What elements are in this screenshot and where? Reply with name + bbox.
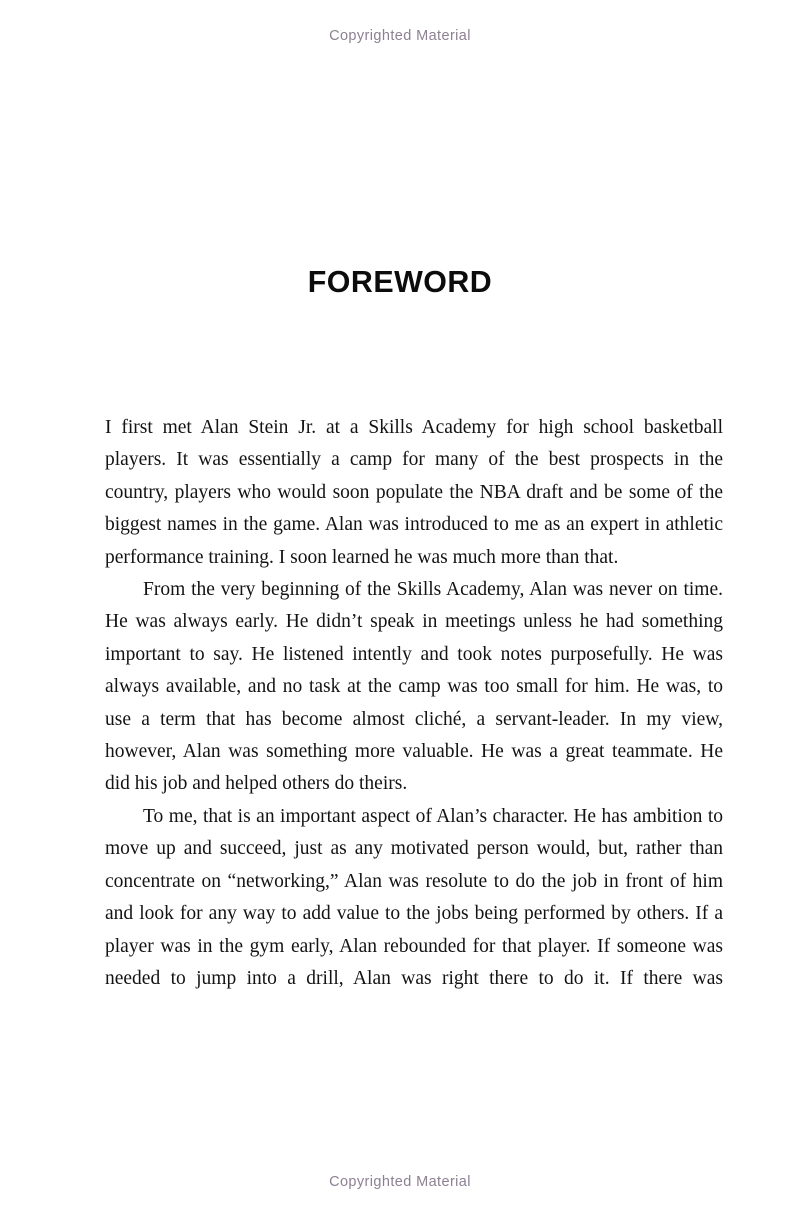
body-paragraph: I first met Alan Stein Jr. at a Skills Academy for high school basketball players. It was essentially a camp for many of the best prospects in the country, players who would soon populate the NBA draft and be some of the biggest names in the game. Alan was introduced to me as an expert in athletic performance training. I soon learned he was much more than that.	[105, 417, 723, 568]
body-text-block	[105, 412, 723, 995]
chapter-title: FOREWORD	[307, 263, 493, 299]
copyright-notice-bottom: Copyrighted Material	[329, 1174, 471, 1190]
copyright-notice-top: Copyrighted Material	[329, 28, 471, 44]
body-paragraph: To me, that is an important aspect of Alan’s character. He has ambition to move up and succeed, just as any motivated person would, but, rather than concentrate on “networking,” Alan was resolute to do the job in front of him and look for any way to add value to the jobs being performed by others. If a player was in the gym early, Alan rebounded for that player. If someone was needed to jump into a drill, Alan was right there to do it. If there was	[105, 805, 723, 989]
body-paragraph: From the very beginning of the Skills Academy, Alan was never on time. He was always early. He didn’t speak in meetings unless he had something important to say. He listened intently and took notes purposefully. He was always available, and no task at the camp was too small for him. He was, to use a term that has become almost cliché, a servant-leader. In my view, however, Alan was something more valuable. He was a great teammate. He did his job and helped others do theirs.	[105, 579, 723, 795]
